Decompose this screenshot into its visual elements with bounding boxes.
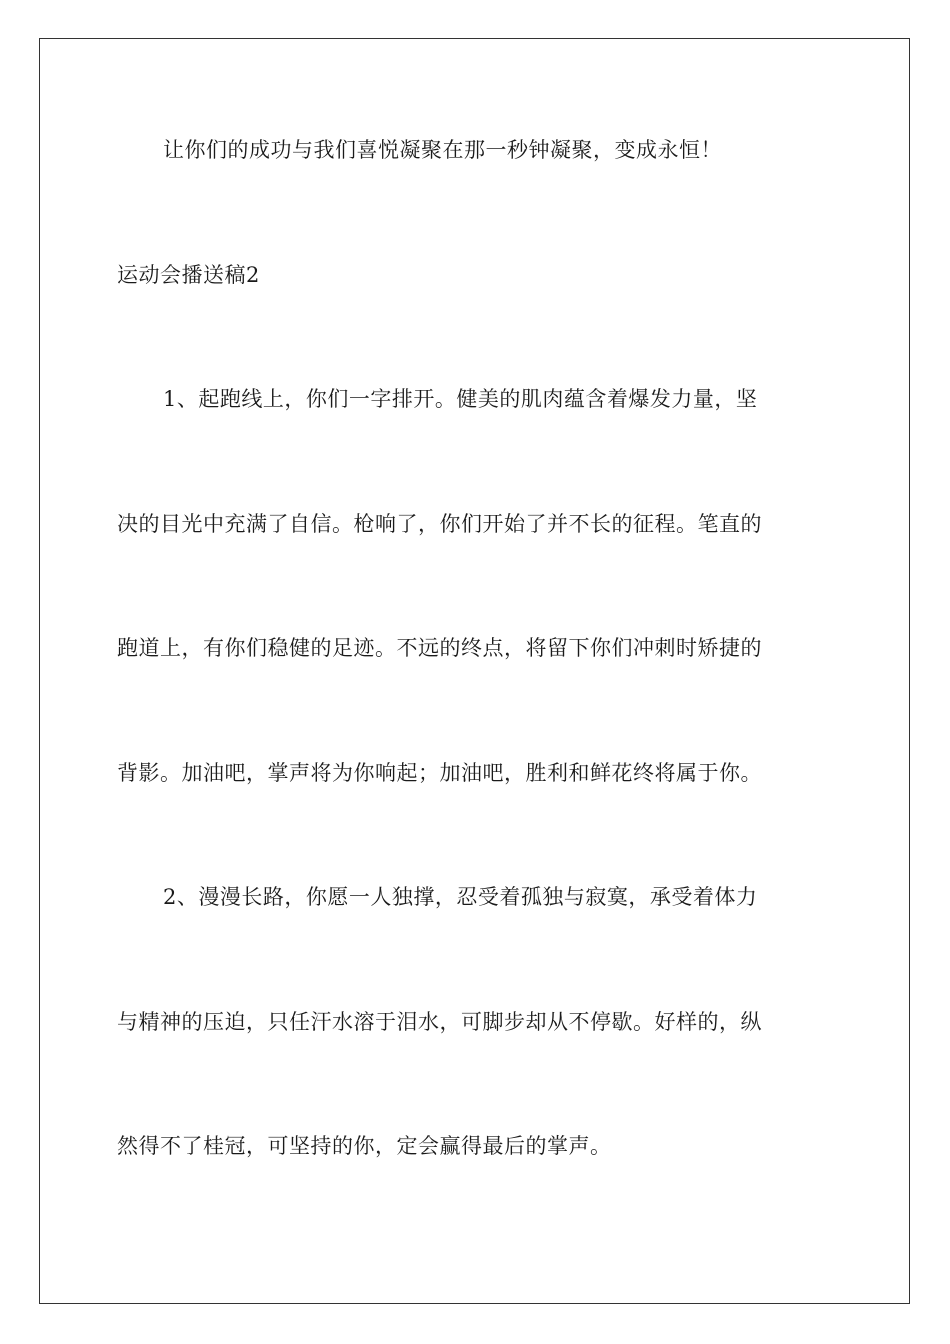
section-heading: 运动会播送稿2 — [117, 263, 260, 287]
paragraph-line-closing: 让你们的成功与我们喜悦凝聚在那一秒钟凝聚，变成永恒！ — [163, 138, 722, 162]
paragraph-line: 背影。加油吧，掌声将为你响起；加油吧，胜利和鲜花终将属于你。 — [117, 761, 762, 785]
paragraph-line: 决的目光中充满了自信。枪响了，你们开始了并不长的征程。笔直的 — [117, 512, 762, 536]
page-border — [39, 38, 910, 1304]
paragraph-line: 2、漫漫长路，你愿一人独撑，忍受着孤独与寂寞，承受着体力 — [163, 885, 758, 909]
paragraph-line: 跑道上，有你们稳健的足迹。不远的终点，将留下你们冲刺时矫捷的 — [117, 636, 762, 660]
paragraph-line: 与精神的压迫，只任汗水溶于泪水，可脚步却从不停歇。好样的，纵 — [117, 1010, 762, 1034]
paragraph-line: 然得不了桂冠，可坚持的你，定会赢得最后的掌声。 — [117, 1134, 612, 1158]
paragraph-line: 1、起跑线上，你们一字排开。健美的肌肉蕴含着爆发力量，坚 — [163, 387, 758, 411]
